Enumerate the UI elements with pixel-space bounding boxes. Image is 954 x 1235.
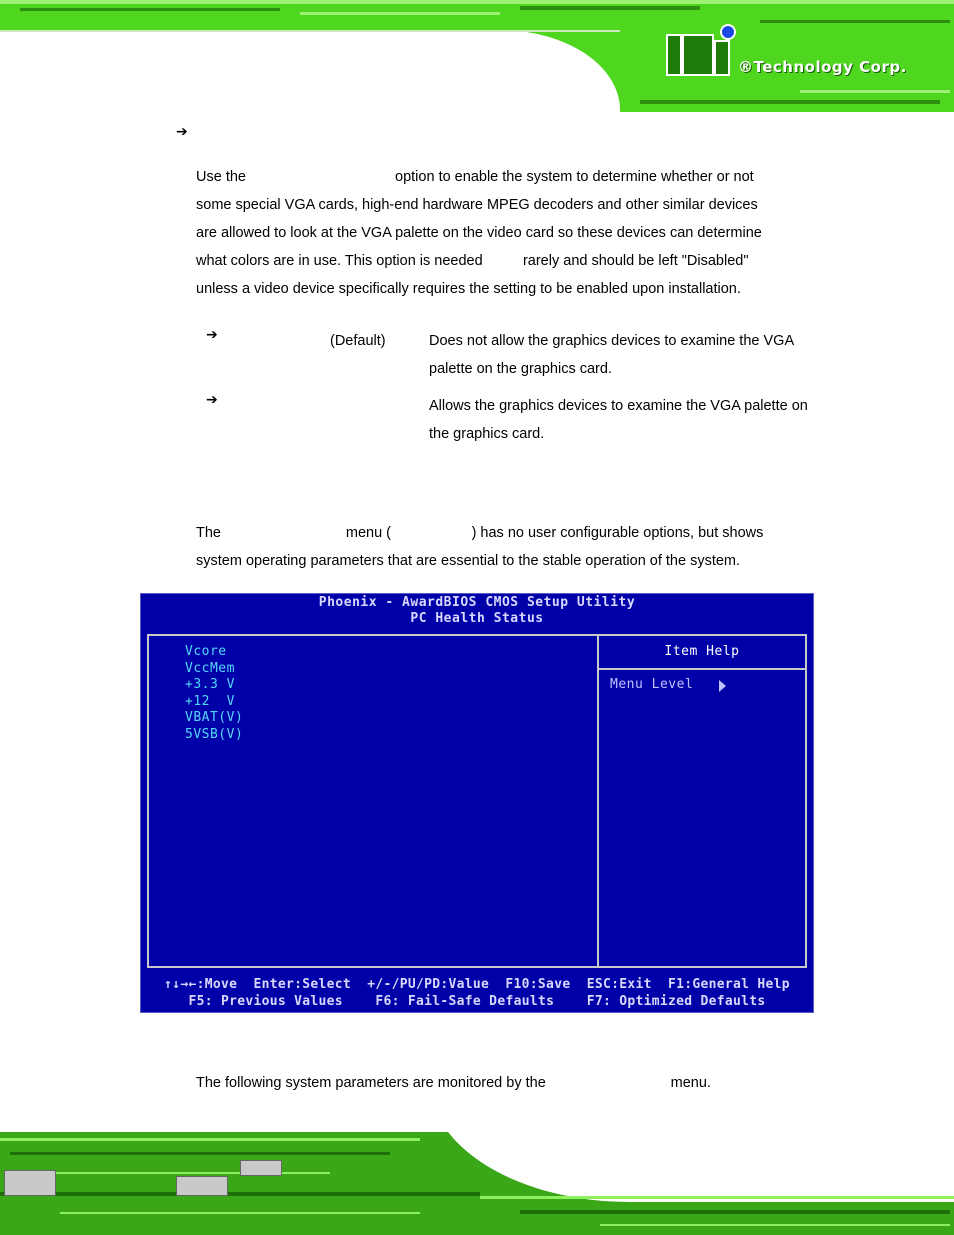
bios-title: Phoenix - AwardBIOS CMOS Setup Utility [318,595,636,610]
page-header-banner [0,0,954,112]
bios-keys-line-1: ↑↓→←:Move Enter:Select +/-/PU/PD:Value F10:Save ESC:Exit F1:General Help [164,977,790,992]
health-line-1: The menu ( ) has no user configurable options, but shows [196,525,764,541]
bios-item-12v[interactable]: +12 V [185,693,235,709]
health-description [196,519,816,575]
option-disabled-line-2: palette on the graphics card. [429,361,612,377]
bios-menu-level: Menu Level [610,677,694,692]
bios-help-divider [599,668,805,670]
option-arrow-icon: ➔ [206,327,218,343]
bios-help-title: Item Help [664,644,740,659]
vga-line-3: are allowed to look at the VGA palette on the video card so these devices can determine [196,225,762,241]
option-default-tag: (Default) [330,333,386,349]
vga-description [196,163,816,303]
bios-item-vbat[interactable]: VBAT(V) [185,710,244,726]
bios-item-vcore[interactable]: Vcore [185,644,227,659]
vga-line-1: Use the option to enable the system to determine whether or not [196,169,754,185]
health-line-2: system operating parameters that are essential to the stable operation of the system. [196,553,741,569]
option-disabled-description [429,327,845,383]
bios-item-5vsb[interactable]: 5VSB(V) [185,727,244,742]
bios-keys-line-2: F5: Previous Values F6: Fail-Safe Defaults F7: Optimized Defaults [188,994,766,1009]
option-enabled-line-2: the graphics card. [429,426,545,442]
bios-item-3v3[interactable]: +3.3 V [185,677,235,693]
option-disabled-line-1: Does not allow the graphics devices to examine the VGA [429,333,795,349]
bios-screenshot [140,593,814,1013]
option-arrow-icon: ➔ [206,392,218,408]
page-footer-banner [0,1132,954,1235]
section-arrow-icon: ➔ [176,124,188,140]
option-enabled-description [429,392,845,448]
vga-line-2: some special VGA cards, high-end hardware MPEG decoders and other similar devices [196,197,758,213]
option-enabled-line-1: Allows the graphics devices to examine the VGA palette on [429,398,808,414]
monitored-parameters-intro: The following system parameters are monitored by the menu. [196,1075,711,1091]
bios-item-vccmem[interactable]: VccMem [185,660,235,676]
company-logo [666,26,742,74]
bios-subtitle: PC Health Status [410,611,544,626]
vga-line-4: what colors are in use. This option is needed rarely and should be left "Disabled" [196,253,749,269]
vga-line-5: unless a video device specifically requires the setting to be enabled upon installation. [196,281,741,297]
brand-name: ®Technology Corp. [738,58,907,76]
menu-level-arrow-icon [719,680,726,692]
